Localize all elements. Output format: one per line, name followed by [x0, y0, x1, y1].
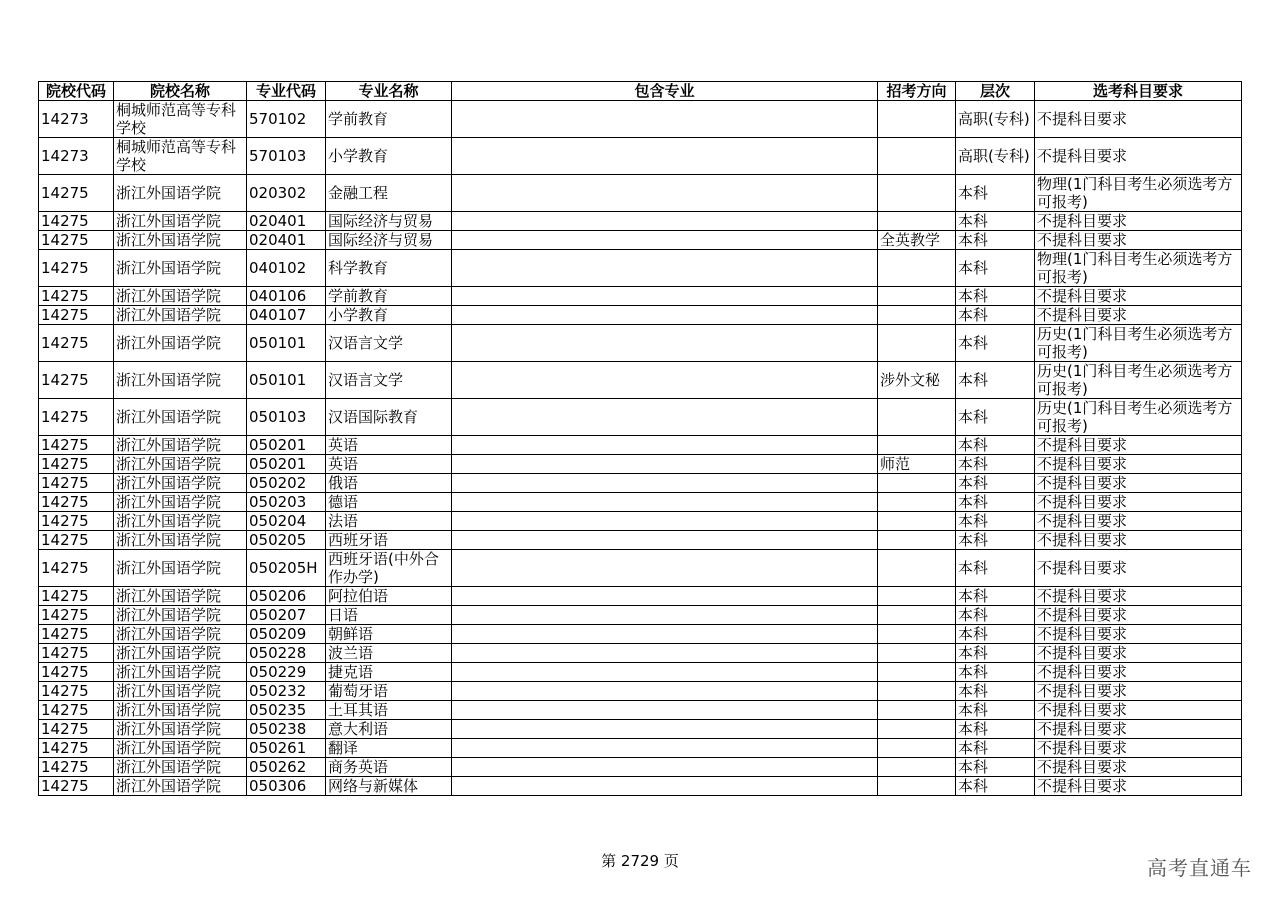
major-code-cell: 050101: [247, 325, 326, 362]
school-code-cell: 14275: [39, 663, 114, 682]
direction-cell: [878, 777, 956, 796]
major-name-cell: 国际经济与贸易: [326, 231, 452, 250]
school-code-cell: 14275: [39, 531, 114, 550]
table-row: [39, 138, 1242, 175]
major-name-cell: 小学教育: [326, 138, 452, 175]
subject-requirement-cell: 不提科目要求: [1035, 493, 1242, 512]
major-code-cell: 050206: [247, 587, 326, 606]
school-name-cell: 桐城师范高等专科学校: [114, 101, 247, 138]
included-majors-cell: [452, 399, 878, 436]
school-name-cell: 浙江外国语学院: [114, 644, 247, 663]
subject-requirement-cell: 不提科目要求: [1035, 587, 1242, 606]
included-majors-cell: [452, 175, 878, 212]
table-row: [39, 325, 1242, 362]
school-code-cell: 14275: [39, 625, 114, 644]
table-row: [39, 777, 1242, 796]
level-cell: 本科: [956, 287, 1035, 306]
school-code-cell: 14275: [39, 644, 114, 663]
school-code-cell: 14275: [39, 512, 114, 531]
major-name-cell: 汉语言文学: [326, 325, 452, 362]
table-row: [39, 512, 1242, 531]
school-name-cell: 浙江外国语学院: [114, 306, 247, 325]
included-majors-cell: [452, 212, 878, 231]
included-majors-cell: [452, 758, 878, 777]
header-level: 层次: [956, 82, 1035, 101]
header-major-code: 专业代码: [247, 82, 326, 101]
level-cell: 本科: [956, 436, 1035, 455]
subject-requirement-cell: 不提科目要求: [1035, 663, 1242, 682]
school-code-cell: 14275: [39, 606, 114, 625]
table-row: [39, 306, 1242, 325]
level-cell: 本科: [956, 474, 1035, 493]
major-code-cell: 050202: [247, 474, 326, 493]
school-name-cell: 浙江外国语学院: [114, 175, 247, 212]
school-name-cell: 浙江外国语学院: [114, 212, 247, 231]
level-cell: 本科: [956, 212, 1035, 231]
table-row: [39, 436, 1242, 455]
school-name-cell: 浙江外国语学院: [114, 399, 247, 436]
school-name-cell: 浙江外国语学院: [114, 325, 247, 362]
school-name-cell: 浙江外国语学院: [114, 720, 247, 739]
direction-cell: [878, 212, 956, 231]
table-row: [39, 531, 1242, 550]
major-name-cell: 网络与新媒体: [326, 777, 452, 796]
school-code-cell: 14273: [39, 101, 114, 138]
table-row: [39, 175, 1242, 212]
level-cell: 本科: [956, 512, 1035, 531]
header-included-majors: 包含专业: [452, 82, 878, 101]
major-code-cell: 050101: [247, 362, 326, 399]
major-code-cell: 050201: [247, 436, 326, 455]
subject-requirement-cell: 历史(1门科目考生必须选考方可报考): [1035, 362, 1242, 399]
major-name-cell: 朝鲜语: [326, 625, 452, 644]
major-name-cell: 科学教育: [326, 250, 452, 287]
subject-requirement-cell: 不提科目要求: [1035, 512, 1242, 531]
major-name-cell: 西班牙语: [326, 531, 452, 550]
included-majors-cell: [452, 493, 878, 512]
included-majors-cell: [452, 436, 878, 455]
major-code-cell: 050261: [247, 739, 326, 758]
table-row: [39, 399, 1242, 436]
major-name-cell: 学前教育: [326, 287, 452, 306]
watermark-text: 高考直通车: [1147, 856, 1252, 880]
school-code-cell: 14275: [39, 550, 114, 587]
included-majors-cell: [452, 325, 878, 362]
included-majors-cell: [452, 587, 878, 606]
included-majors-cell: [452, 701, 878, 720]
school-name-cell: 桐城师范高等专科学校: [114, 138, 247, 175]
school-code-cell: 14275: [39, 474, 114, 493]
direction-cell: [878, 739, 956, 758]
included-majors-cell: [452, 550, 878, 587]
major-code-cell: 050228: [247, 644, 326, 663]
major-name-cell: 意大利语: [326, 720, 452, 739]
major-code-cell: 040102: [247, 250, 326, 287]
level-cell: 本科: [956, 531, 1035, 550]
school-code-cell: 14275: [39, 493, 114, 512]
table-row: [39, 474, 1242, 493]
included-majors-cell: [452, 474, 878, 493]
major-code-cell: 040107: [247, 306, 326, 325]
table-row: [39, 739, 1242, 758]
subject-requirement-cell: 不提科目要求: [1035, 550, 1242, 587]
subject-requirement-cell: 不提科目要求: [1035, 287, 1242, 306]
included-majors-cell: [452, 531, 878, 550]
direction-cell: 涉外文秘: [878, 362, 956, 399]
school-code-cell: 14275: [39, 287, 114, 306]
school-code-cell: 14275: [39, 455, 114, 474]
school-code-cell: 14275: [39, 231, 114, 250]
subject-requirement-cell: 不提科目要求: [1035, 644, 1242, 663]
table-row: [39, 362, 1242, 399]
subject-requirement-cell: 不提科目要求: [1035, 777, 1242, 796]
school-name-cell: 浙江外国语学院: [114, 682, 247, 701]
school-name-cell: 浙江外国语学院: [114, 493, 247, 512]
direction-cell: [878, 436, 956, 455]
major-code-cell: 050201: [247, 455, 326, 474]
direction-cell: [878, 493, 956, 512]
school-code-cell: 14275: [39, 212, 114, 231]
school-code-cell: 14275: [39, 436, 114, 455]
direction-cell: [878, 175, 956, 212]
included-majors-cell: [452, 306, 878, 325]
header-subject-requirement: 选考科目要求: [1035, 82, 1242, 101]
table-row: [39, 101, 1242, 138]
major-code-cell: 020302: [247, 175, 326, 212]
school-name-cell: 浙江外国语学院: [114, 587, 247, 606]
included-majors-cell: [452, 250, 878, 287]
major-name-cell: 波兰语: [326, 644, 452, 663]
major-code-cell: 050238: [247, 720, 326, 739]
direction-cell: 全英教学: [878, 231, 956, 250]
level-cell: 本科: [956, 644, 1035, 663]
major-code-cell: 050306: [247, 777, 326, 796]
table-header-row: [39, 82, 1242, 101]
major-name-cell: 阿拉伯语: [326, 587, 452, 606]
level-cell: 高职(专科): [956, 101, 1035, 138]
table-row: [39, 212, 1242, 231]
school-code-cell: 14275: [39, 250, 114, 287]
header-major-name: 专业名称: [326, 82, 452, 101]
school-code-cell: 14275: [39, 720, 114, 739]
header-school-code: 院校代码: [39, 82, 114, 101]
major-code-cell: 050205: [247, 531, 326, 550]
school-name-cell: 浙江外国语学院: [114, 287, 247, 306]
school-name-cell: 浙江外国语学院: [114, 758, 247, 777]
major-name-cell: 法语: [326, 512, 452, 531]
school-code-cell: 14275: [39, 306, 114, 325]
included-majors-cell: [452, 625, 878, 644]
major-name-cell: 英语: [326, 455, 452, 474]
subject-requirement-cell: 物理(1门科目考生必须选考方可报考): [1035, 250, 1242, 287]
major-code-cell: 050235: [247, 701, 326, 720]
level-cell: 本科: [956, 306, 1035, 325]
direction-cell: [878, 399, 956, 436]
school-name-cell: 浙江外国语学院: [114, 606, 247, 625]
subject-requirement-cell: 不提科目要求: [1035, 606, 1242, 625]
major-name-cell: 商务英语: [326, 758, 452, 777]
included-majors-cell: [452, 682, 878, 701]
level-cell: 本科: [956, 231, 1035, 250]
included-majors-cell: [452, 455, 878, 474]
school-code-cell: 14275: [39, 175, 114, 212]
table-row: [39, 606, 1242, 625]
page-number: 第 2729 页: [601, 852, 679, 870]
major-code-cell: 050232: [247, 682, 326, 701]
table-row: [39, 682, 1242, 701]
major-code-cell: 050209: [247, 625, 326, 644]
school-name-cell: 浙江外国语学院: [114, 362, 247, 399]
level-cell: 高职(专科): [956, 138, 1035, 175]
direction-cell: [878, 663, 956, 682]
subject-requirement-cell: 不提科目要求: [1035, 474, 1242, 493]
major-code-cell: 020401: [247, 212, 326, 231]
subject-requirement-cell: 不提科目要求: [1035, 625, 1242, 644]
major-name-cell: 国际经济与贸易: [326, 212, 452, 231]
school-name-cell: 浙江外国语学院: [114, 436, 247, 455]
subject-requirement-cell: 不提科目要求: [1035, 701, 1242, 720]
direction-cell: [878, 250, 956, 287]
direction-cell: [878, 474, 956, 493]
school-name-cell: 浙江外国语学院: [114, 250, 247, 287]
subject-requirement-cell: 物理(1门科目考生必须选考方可报考): [1035, 175, 1242, 212]
major-name-cell: 葡萄牙语: [326, 682, 452, 701]
included-majors-cell: [452, 287, 878, 306]
school-name-cell: 浙江外国语学院: [114, 512, 247, 531]
major-name-cell: 土耳其语: [326, 701, 452, 720]
major-name-cell: 英语: [326, 436, 452, 455]
level-cell: 本科: [956, 625, 1035, 644]
school-name-cell: 浙江外国语学院: [114, 474, 247, 493]
school-code-cell: 14275: [39, 739, 114, 758]
subject-requirement-cell: 不提科目要求: [1035, 455, 1242, 474]
major-code-cell: 050103: [247, 399, 326, 436]
direction-cell: [878, 138, 956, 175]
subject-requirement-cell: 不提科目要求: [1035, 531, 1242, 550]
major-code-cell: 050262: [247, 758, 326, 777]
level-cell: 本科: [956, 325, 1035, 362]
direction-cell: [878, 550, 956, 587]
included-majors-cell: [452, 512, 878, 531]
school-code-cell: 14275: [39, 325, 114, 362]
header-direction: 招考方向: [878, 82, 956, 101]
table-row: [39, 625, 1242, 644]
school-name-cell: 浙江外国语学院: [114, 531, 247, 550]
school-code-cell: 14275: [39, 777, 114, 796]
included-majors-cell: [452, 101, 878, 138]
level-cell: 本科: [956, 399, 1035, 436]
subject-requirement-cell: 不提科目要求: [1035, 720, 1242, 739]
level-cell: 本科: [956, 250, 1035, 287]
major-name-cell: 西班牙语(中外合作办学): [326, 550, 452, 587]
table-row: [39, 758, 1242, 777]
direction-cell: [878, 512, 956, 531]
direction-cell: [878, 701, 956, 720]
level-cell: 本科: [956, 682, 1035, 701]
direction-cell: [878, 758, 956, 777]
table-row: [39, 587, 1242, 606]
school-code-cell: 14275: [39, 587, 114, 606]
major-code-cell: 570102: [247, 101, 326, 138]
included-majors-cell: [452, 606, 878, 625]
direction-cell: 师范: [878, 455, 956, 474]
school-code-cell: 14275: [39, 701, 114, 720]
major-code-cell: 570103: [247, 138, 326, 175]
level-cell: 本科: [956, 777, 1035, 796]
school-code-cell: 14275: [39, 682, 114, 701]
included-majors-cell: [452, 720, 878, 739]
level-cell: 本科: [956, 720, 1035, 739]
included-majors-cell: [452, 231, 878, 250]
direction-cell: [878, 287, 956, 306]
direction-cell: [878, 720, 956, 739]
major-name-cell: 日语: [326, 606, 452, 625]
major-name-cell: 学前教育: [326, 101, 452, 138]
level-cell: 本科: [956, 663, 1035, 682]
table-row: [39, 493, 1242, 512]
table-row: [39, 701, 1242, 720]
school-name-cell: 浙江外国语学院: [114, 739, 247, 758]
subject-requirement-cell: 历史(1门科目考生必须选考方可报考): [1035, 399, 1242, 436]
major-code-cell: 050203: [247, 493, 326, 512]
school-name-cell: 浙江外国语学院: [114, 777, 247, 796]
subject-requirement-cell: 不提科目要求: [1035, 758, 1242, 777]
major-name-cell: 汉语言文学: [326, 362, 452, 399]
level-cell: 本科: [956, 758, 1035, 777]
school-code-cell: 14275: [39, 758, 114, 777]
school-code-cell: 14273: [39, 138, 114, 175]
subject-requirement-cell: 不提科目要求: [1035, 212, 1242, 231]
level-cell: 本科: [956, 587, 1035, 606]
major-code-cell: 050205H: [247, 550, 326, 587]
subject-requirement-cell: 不提科目要求: [1035, 682, 1242, 701]
included-majors-cell: [452, 739, 878, 758]
major-code-cell: 040106: [247, 287, 326, 306]
header-school-name: 院校名称: [114, 82, 247, 101]
school-code-cell: 14275: [39, 399, 114, 436]
major-name-cell: 金融工程: [326, 175, 452, 212]
direction-cell: [878, 625, 956, 644]
subject-requirement-cell: 不提科目要求: [1035, 138, 1242, 175]
majors-table: [38, 81, 1242, 796]
major-name-cell: 翻译: [326, 739, 452, 758]
included-majors-cell: [452, 777, 878, 796]
subject-requirement-cell: 不提科目要求: [1035, 436, 1242, 455]
level-cell: 本科: [956, 455, 1035, 474]
table-row: [39, 455, 1242, 474]
included-majors-cell: [452, 138, 878, 175]
subject-requirement-cell: 不提科目要求: [1035, 739, 1242, 758]
included-majors-cell: [452, 362, 878, 399]
major-code-cell: 050204: [247, 512, 326, 531]
school-name-cell: 浙江外国语学院: [114, 231, 247, 250]
school-name-cell: 浙江外国语学院: [114, 663, 247, 682]
table-row: [39, 550, 1242, 587]
direction-cell: [878, 644, 956, 663]
subject-requirement-cell: 不提科目要求: [1035, 101, 1242, 138]
table-row: [39, 644, 1242, 663]
school-name-cell: 浙江外国语学院: [114, 455, 247, 474]
major-name-cell: 俄语: [326, 474, 452, 493]
direction-cell: [878, 606, 956, 625]
school-name-cell: 浙江外国语学院: [114, 625, 247, 644]
major-code-cell: 050229: [247, 663, 326, 682]
level-cell: 本科: [956, 493, 1035, 512]
school-name-cell: 浙江外国语学院: [114, 550, 247, 587]
table-row: [39, 287, 1242, 306]
level-cell: 本科: [956, 175, 1035, 212]
included-majors-cell: [452, 644, 878, 663]
major-code-cell: 020401: [247, 231, 326, 250]
level-cell: 本科: [956, 606, 1035, 625]
major-name-cell: 捷克语: [326, 663, 452, 682]
table-row: [39, 663, 1242, 682]
included-majors-cell: [452, 663, 878, 682]
school-code-cell: 14275: [39, 362, 114, 399]
subject-requirement-cell: 历史(1门科目考生必须选考方可报考): [1035, 325, 1242, 362]
table-row: [39, 250, 1242, 287]
level-cell: 本科: [956, 739, 1035, 758]
level-cell: 本科: [956, 550, 1035, 587]
school-name-cell: 浙江外国语学院: [114, 701, 247, 720]
table-body: [39, 101, 1242, 796]
direction-cell: [878, 101, 956, 138]
direction-cell: [878, 531, 956, 550]
table-row: [39, 231, 1242, 250]
major-name-cell: 小学教育: [326, 306, 452, 325]
direction-cell: [878, 587, 956, 606]
subject-requirement-cell: 不提科目要求: [1035, 231, 1242, 250]
level-cell: 本科: [956, 701, 1035, 720]
table-row: [39, 720, 1242, 739]
subject-requirement-cell: 不提科目要求: [1035, 306, 1242, 325]
major-name-cell: 德语: [326, 493, 452, 512]
major-name-cell: 汉语国际教育: [326, 399, 452, 436]
direction-cell: [878, 682, 956, 701]
major-code-cell: 050207: [247, 606, 326, 625]
direction-cell: [878, 325, 956, 362]
direction-cell: [878, 306, 956, 325]
level-cell: 本科: [956, 362, 1035, 399]
